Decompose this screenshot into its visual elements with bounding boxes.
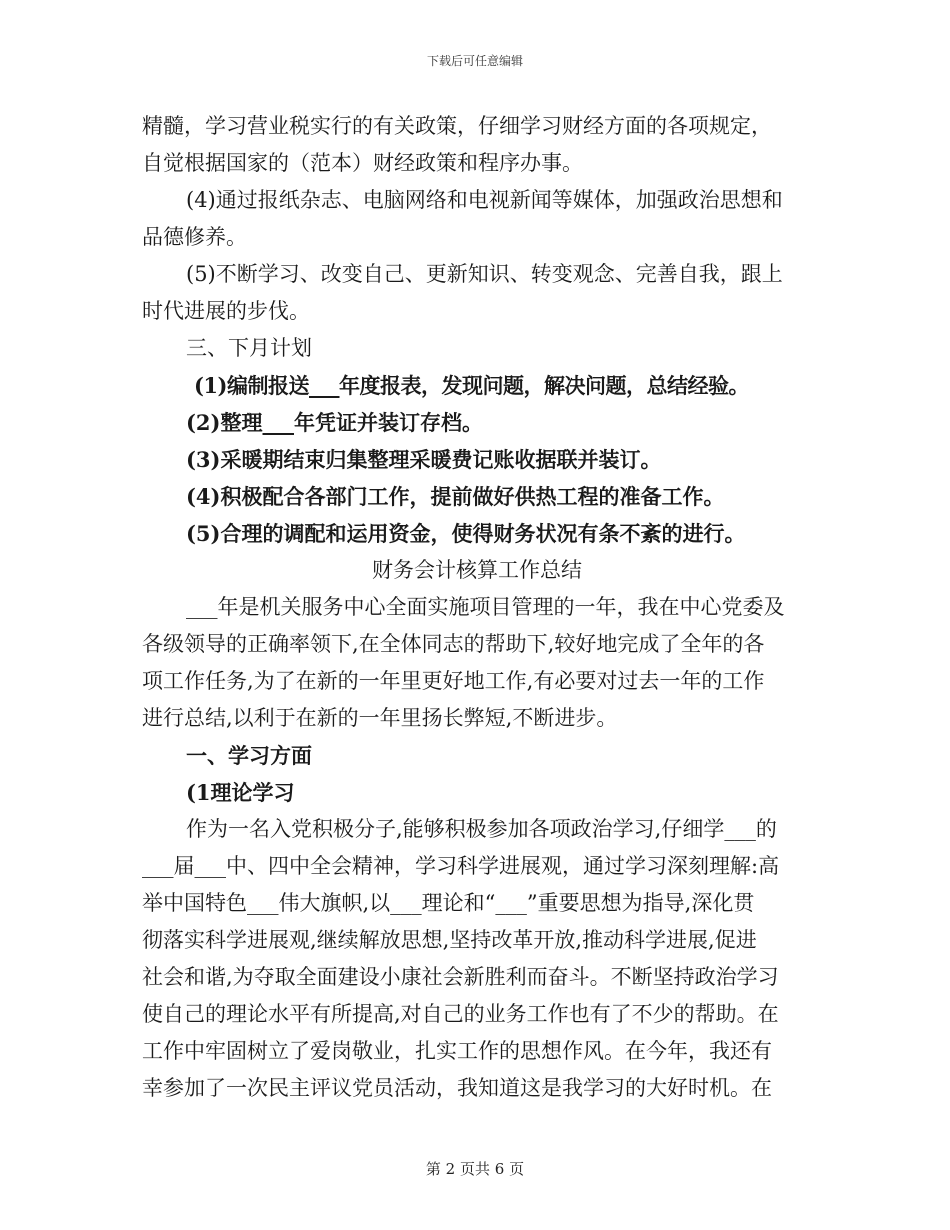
plan-item: (3)采暖期结束归集整理采暖费记账收据联并装订。 bbox=[186, 447, 662, 472]
plan-item: (5)合理的调配和运用资金，使得财务状况有条不紊的进行。 bbox=[186, 521, 746, 546]
paragraph-line: 品德修养。 bbox=[142, 225, 247, 249]
document-body bbox=[142, 108, 812, 1107]
paragraph-line: (5)不断学习、改变自己、更新知识、转变观念、完善自我，跟上 bbox=[186, 262, 783, 286]
document-title: 财务会计核算工作总结 bbox=[372, 558, 582, 582]
paragraph-line: 各级领导的正确率领下,在全体同志的帮助下,较好地完成了全年的各 bbox=[142, 632, 765, 656]
paragraph-line: 使自己的理论水平有所提高,对自己的业务工作也有了不少的帮助。在 bbox=[142, 1002, 779, 1026]
paragraph-line: (4)通过报纸杂志、电脑网络和电视新闻等媒体，加强政治思想和 bbox=[186, 188, 783, 212]
paragraph-line: 社会和谐,为夺取全面建设小康社会新胜利而奋斗。不断坚持政治学习 bbox=[142, 965, 779, 989]
paragraph-line: ___年是机关服务中心全面实施项目管理的一年，我在中心党委及 bbox=[186, 595, 785, 619]
paragraph-line: 自觉根据国家的（范本）财经政策和程序办事。 bbox=[142, 151, 583, 175]
plan-item: (2)整理___年凭证并装订存档。 bbox=[186, 410, 483, 435]
plan-item: (4)积极配合各部门工作，提前做好供热工程的准备工作。 bbox=[186, 484, 725, 509]
section-heading: 一、学习方面 bbox=[186, 743, 312, 768]
section-heading: 三、下月计划 bbox=[186, 336, 312, 360]
page-footer: 第 2 页共 6 页 bbox=[425, 1160, 525, 1178]
paragraph-line: 作为一名入党积极分子,能够积极参加各项政治学习,仔细学___的 bbox=[186, 817, 777, 841]
subsection-heading: (1理论学习 bbox=[186, 780, 295, 805]
page-header: 下载后可任意编辑 bbox=[426, 54, 523, 68]
plan-item: (1)编制报送___年度报表，发现问题，解决问题，总结经验。 bbox=[194, 373, 749, 398]
paragraph-line: ___届___中、四中全会精神，学习科学进展观，通过学习深刻理解:高 bbox=[142, 854, 780, 878]
paragraph-line: 项工作任务,为了在新的一年里更好地工作,有必要对过去一年的工作 bbox=[142, 669, 765, 693]
paragraph-line: 时代进展的步伐。 bbox=[142, 299, 310, 323]
paragraph-line: 彻落实科学进展观,继续解放思想,坚持改革开放,推动科学进展,促进 bbox=[142, 928, 757, 952]
paragraph-line: 精髓，学习营业税实行的有关政策，仔细学习财经方面的各项规定， bbox=[142, 114, 772, 138]
paragraph-line: 幸参加了一次民主评议党员活动，我知道这是我学习的大好时机。在 bbox=[142, 1076, 772, 1100]
paragraph-line: 举中国特色___伟大旗帜,以___理论和“___”重要思想为指导,深化贯 bbox=[142, 891, 755, 915]
paragraph-line: 工作中牢固树立了爱岗敬业，扎实工作的思想作风。在今年，我还有 bbox=[142, 1039, 772, 1063]
paragraph-line: 进行总结,以利于在新的一年里扬长弊短,不断进步。 bbox=[142, 706, 618, 730]
